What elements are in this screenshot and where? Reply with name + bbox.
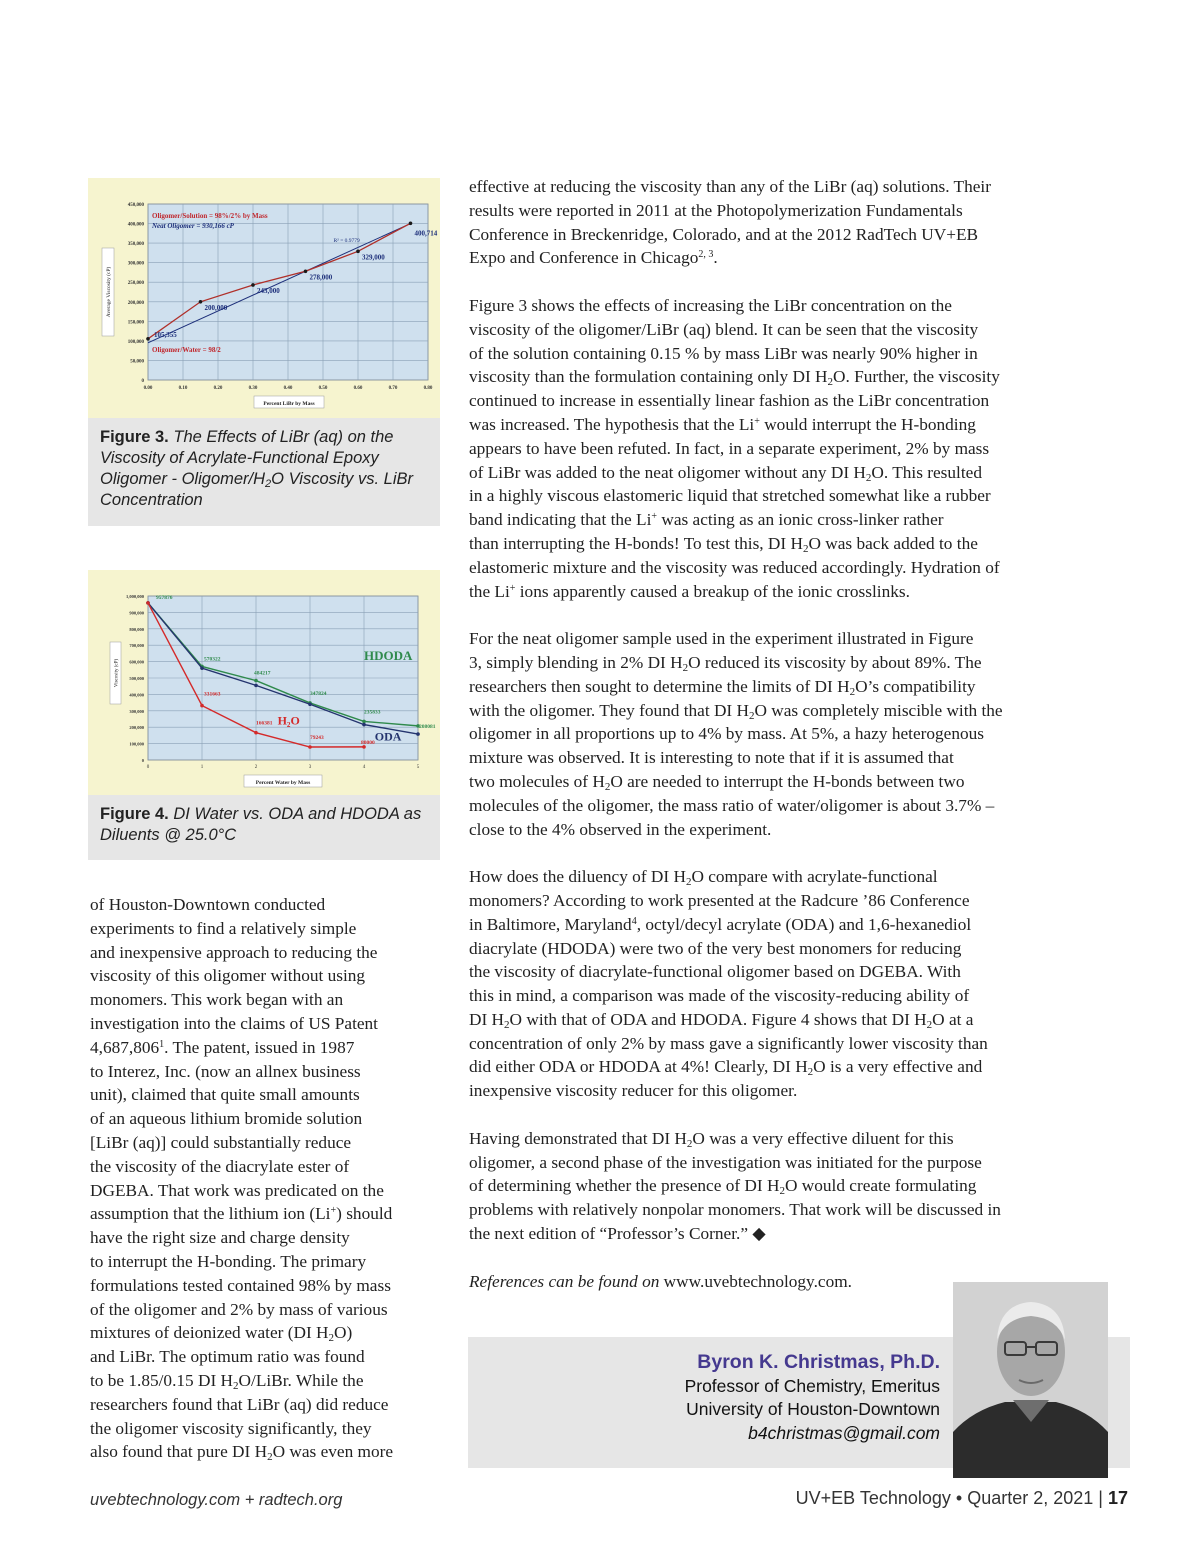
left-column-line: to Interez, Inc. (now an allnex business (90, 1061, 361, 1081)
x-tick-label: 1 (200, 765, 204, 770)
paragraph-line (469, 913, 1109, 937)
data-label: 208081 (419, 723, 436, 730)
paragraph-segment: O was completely miscible with the (754, 700, 1003, 720)
paragraph-1 (469, 175, 1109, 270)
paragraph-segment: O at a (932, 1009, 974, 1029)
x-tick-label: 0.20 (213, 386, 223, 391)
paragraph-line: monomers? According to work presented at the Radcure ’86 Conference (469, 890, 970, 910)
left-column-line: unit), claimed that quite small amounts (90, 1085, 360, 1105)
left-column-line: of an aqueous lithium bromide solution (90, 1109, 363, 1129)
left-column-line: viscosity of this oligomer without using (90, 966, 366, 986)
left-column-line: monomers. This work began with an (90, 990, 344, 1010)
paragraph-line: this in mind, a comparison was made of the viscosity-reducing ability of (469, 986, 970, 1006)
left-column-line (90, 1321, 450, 1345)
y-tick-label: 1,000,000 (126, 594, 144, 599)
paragraph-segment: 2 (802, 542, 809, 555)
y-tick-label: 100,000 (129, 741, 144, 747)
paragraph-segment: 2 (682, 661, 689, 674)
left-column-segment: O/LiBr. While the (238, 1370, 364, 1390)
data-point-oda (362, 723, 366, 727)
paragraph-line (469, 699, 1109, 723)
x-tick-label: 0 (146, 765, 150, 770)
paragraph-line: in a highly viscous elastomeric liquid that stretched somewhat like a rubber (469, 486, 991, 506)
data-label: 79243 (310, 735, 324, 742)
left-column-line: and inexpensive approach to reducing the (90, 942, 378, 962)
paragraph-segment: Having demonstrated that DI H (469, 1128, 687, 1148)
paragraph-line (469, 246, 1109, 270)
data-label: 235833 (364, 709, 381, 716)
data-point-hdoda (362, 720, 366, 724)
data-label: 329,000 (362, 253, 385, 262)
paragraph-line: continued to increase in essentially linear fashion as the LiBr concentration (469, 391, 990, 411)
paragraph-segment: How does the diluency of DI H (469, 867, 686, 887)
paragraph-line: oligomer, a second phase of the investigation was initiated for the purpose (469, 1152, 982, 1172)
y-tick-label: 200,000 (127, 300, 144, 306)
paragraph-segment: of LiBr was added to the neat oligomer without any DI H (469, 462, 866, 482)
figure-3-svg (88, 178, 440, 418)
left-column-segment: 2 (233, 1379, 239, 1392)
paragraph-line (469, 532, 1109, 556)
author-title: Professor of Chemistry, Emeritus (684, 1375, 940, 1396)
right-column (469, 175, 1109, 1293)
paragraph-segment: O’s compatibility (855, 676, 976, 696)
figure-3 (88, 178, 440, 526)
y-tick-label: 300,000 (129, 708, 144, 714)
y-axis-title: Average Viscosity (cP) (106, 266, 112, 318)
paragraph-segment: of determining whether the presence of DI H (469, 1176, 780, 1196)
paragraph-segment: two molecules of H (469, 771, 605, 791)
paragraph-line: the viscosity of diacrylate-functional oligomer based on DGEBA. With (469, 962, 961, 982)
data-point (409, 221, 413, 225)
data-label: 105,355 (154, 330, 177, 339)
y-tick-label: 700,000 (129, 643, 144, 649)
left-column-segment: . The patent, issued in 1987 (164, 1037, 355, 1057)
series-label-oda: ODA (374, 729, 402, 744)
paragraph-segment: 2 (926, 1018, 933, 1031)
paragraph-line (469, 1174, 1109, 1198)
y-tick-label: 600,000 (129, 659, 144, 665)
paragraph-line: inexpensive viscosity reducer for this oligomer. (469, 1081, 798, 1101)
data-point-h2o (308, 745, 312, 749)
data-point (304, 269, 308, 273)
left-column-segment: 2 (267, 1451, 273, 1464)
left-column-segment: O) (334, 1323, 353, 1343)
paragraph-line: viscosity of the oligomer/LiBr (aq) blend. It can be seen that the viscosity (469, 319, 979, 339)
x-tick-label: 0.40 (283, 386, 293, 391)
paragraph-segment: researchers then sought to determine the limits of DI H (469, 676, 850, 696)
paragraph-segment: viscosity than the formulation containing only DI H (469, 367, 828, 387)
x-axis-title: Percent Water by Mass (255, 780, 311, 786)
paragraph-5 (469, 1127, 1109, 1246)
paragraph-segment: 2 (685, 876, 692, 889)
paragraph-segment: Expo and Conference in Chicago (469, 248, 699, 268)
left-column-line: [LiBr (aq)] could substantially reduce (90, 1132, 352, 1152)
data-point (146, 337, 150, 341)
left-column-line: researchers found that LiBr (aq) did reduce (90, 1394, 389, 1414)
left-column-line: investigation into the claims of US Patent (90, 1013, 378, 1033)
paragraph-line: effective at reducing the viscosity than any of the LiBr (aq) solutions. Their (469, 177, 991, 196)
paragraph-segment: 4 (631, 915, 637, 927)
figure-3-chart (88, 178, 440, 418)
y-tick-label: 900,000 (129, 610, 144, 616)
figure-3-caption-b: O Viscosity vs. LiBr Concentration (100, 470, 413, 509)
paragraph-segment: 2 (504, 1018, 510, 1031)
figure-3-caption-a: The Effects of LiBr (aq) on the Viscosity of Acrylate-Functional Epoxy Oligomer - Oligomer/H (100, 428, 394, 488)
y-tick-label: 50,000 (130, 359, 144, 365)
paragraph-line: oligomer in all proportions up to 4% by mass. At 5%, a hazy heterogenous (469, 724, 984, 744)
paragraph-line: close to the 4% observed in the experiment. (469, 819, 772, 839)
data-label: 278,000 (309, 273, 333, 282)
figure-4-chart (88, 570, 440, 795)
paragraph-segment: was increased. The hypothesis that the Li (469, 414, 755, 434)
left-column-line (90, 1440, 450, 1464)
annotation-solution: Oligomer/Solution = 98%/2% by Mass (152, 212, 268, 220)
left-column-line: experiments to find a relatively simple (90, 918, 357, 938)
paragraph-line (469, 580, 1109, 604)
y-tick-label: 350,000 (127, 242, 144, 248)
paragraph-segment: the Li (469, 581, 510, 601)
left-column-line: the viscosity of the diacrylate ester of (90, 1156, 350, 1176)
left-column-segment: 4,687,806 (90, 1037, 160, 1057)
references-url[interactable]: www.uvebtechnology.com. (659, 1271, 852, 1291)
footer-issue: UV+EB Technology • Quarter 2, 2021 | (795, 1488, 1103, 1508)
left-column-segment: 1 (159, 1038, 165, 1050)
paragraph-line (469, 461, 1109, 485)
left-column-line: to interrupt the H-bonding. The primary (90, 1251, 367, 1271)
paragraph-segment: would interrupt the H-bonding (759, 414, 976, 434)
data-label: 570322 (204, 656, 221, 663)
paragraph-line: Figure 3 shows the effects of increasing the LiBr concentration on the (469, 295, 952, 315)
paragraph-line: For the neat oligomer sample used in the experiment illustrated in Figure (469, 629, 974, 649)
left-column-segment: also found that pure DI H (90, 1442, 268, 1462)
paragraph-line: diacrylate (HDODA) were two of the very best monomers for reducing (469, 938, 962, 958)
left-column-segment: assumption that the lithium ion (Li (90, 1204, 331, 1224)
series-label-h2o: H₂O (277, 713, 300, 728)
paragraph-line (469, 365, 1109, 389)
x-tick-label: 5 (416, 765, 420, 770)
author-text (685, 1351, 940, 1445)
figure-4-caption (100, 804, 430, 846)
left-column-segment: ) should (336, 1204, 393, 1224)
paragraph-3 (469, 627, 1109, 841)
paragraph-line: the next edition of “Professor’s Corner.” ◆ (469, 1224, 766, 1244)
left-column-line (90, 1036, 450, 1060)
left-column-line: formulations tested contained 98% by mass (90, 1275, 391, 1295)
data-label: 484217 (254, 670, 271, 677)
annotation-r2: R² = 0.9779 (333, 237, 360, 244)
paragraph-segment: O reduced its viscosity by about 89%. The (688, 652, 982, 672)
x-tick-label: 0.30 (248, 386, 258, 391)
left-column-line (90, 1369, 450, 1393)
paragraph-segment: 2 (748, 709, 755, 722)
y-tick-label: 200,000 (129, 725, 144, 731)
paragraph-line: molecules of the oligomer, the mass ratio of water/oligomer is about 3.7% – (469, 795, 995, 815)
author-photo (953, 1282, 1108, 1478)
y-tick-label: 250,000 (127, 281, 144, 287)
paragraph-segment: O. Further, the viscosity (833, 367, 1000, 387)
left-column-segment: O was even more (272, 1442, 394, 1462)
y-tick-label: 800,000 (129, 626, 144, 632)
figure-4-svg (88, 570, 440, 795)
paragraph-segment: 2 (865, 471, 872, 484)
left-column-segment: 2 (328, 1332, 334, 1345)
paragraph-segment: O are needed to interrupt the H-bonds between two (610, 771, 965, 791)
paragraph-segment: + (509, 582, 516, 594)
left-column-line: of the oligomer and 2% by mass of various (90, 1299, 388, 1319)
paragraph-line: appears to have been refuted. In fact, in a separate experiment, 2% by mass (469, 438, 990, 458)
data-point (251, 283, 255, 287)
data-label: 166381 (256, 720, 273, 727)
paragraph-segment: 2 (686, 1137, 693, 1150)
author-affiliation: University of Houston-Downtown (686, 1399, 940, 1419)
paragraph-line: mixture was observed. It is interesting to note that if it is assumed that (469, 748, 954, 768)
x-tick-label: 4 (362, 765, 366, 770)
data-point-oda (200, 666, 204, 670)
y-tick-label: 500,000 (129, 676, 144, 681)
paragraph-segment: O compare with acrylate-functional (691, 867, 938, 887)
paragraph-segment: O was a very effective diluent for this (692, 1128, 954, 1148)
x-tick-label: 0.10 (178, 386, 188, 391)
paragraph-segment: ions apparently caused a breakup of the ionic crosslinks. (515, 581, 910, 601)
paragraph-line: of the solution containing 0.15 % by mass LiBr was nearly 90% higher in (469, 343, 978, 363)
y-tick-label: 400,000 (127, 222, 144, 228)
paragraph-line (469, 1055, 1109, 1079)
paragraph-segment: O is a very effective and (813, 1057, 983, 1077)
paragraph-segment: did either ODA or HDODA at 4%! Clearly, DI H (469, 1057, 808, 1077)
y-tick-label: 0 (141, 758, 144, 763)
page-number: 17 (1107, 1488, 1128, 1508)
annotation-neat: Neat Oligomer = 930,166 cP (152, 222, 234, 230)
references-text: References can be found on (469, 1271, 660, 1291)
x-tick-label: 2 (254, 765, 258, 770)
left-column-line: and LiBr. The optimum ratio was found (90, 1347, 365, 1367)
data-point-hdoda (254, 679, 258, 683)
data-label: 80000 (361, 739, 375, 746)
paragraph-line (469, 770, 1109, 794)
paragraph-line (469, 651, 1109, 675)
data-point-oda (308, 702, 312, 706)
left-column-line: the oligomer viscosity significantly, they (90, 1418, 372, 1438)
paragraph-segment: in Baltimore, Maryland (469, 914, 632, 934)
paragraph-line (469, 675, 1109, 699)
x-tick-label: 3 (308, 765, 312, 770)
paragraph-segment: + (754, 415, 760, 427)
author-name: Byron K. Christmas, Ph.D. (697, 1351, 940, 1373)
paragraph-line (469, 508, 1109, 532)
data-point-h2o (200, 704, 204, 708)
paragraph-segment: band indicating that the Li (469, 510, 652, 530)
paragraph-2 (469, 294, 1109, 603)
data-label: 957876 (156, 594, 173, 601)
figure-3-label: Figure 3. (100, 428, 169, 446)
paragraph-segment: DI H (469, 1009, 505, 1029)
paragraph-line: results were reported in 2011 at the Photopolymerization Fundamentals (469, 200, 963, 220)
series-label-hdoda: HDODA (364, 647, 413, 663)
paragraph-line: Conference in Breckenridge, Colorado, and at the 2012 RadTech UV+EB (469, 224, 979, 244)
paragraph-line (469, 413, 1109, 437)
paragraph-line (469, 1127, 1109, 1151)
data-point-oda (416, 732, 420, 736)
footer-publication (796, 1488, 1128, 1509)
paragraph-segment: + (651, 511, 658, 523)
x-tick-label: 0.00 (143, 386, 153, 391)
data-label: 243,000 (257, 286, 280, 295)
paragraph-line (469, 1008, 1109, 1032)
data-point (199, 300, 203, 304)
x-tick-label: 0.70 (388, 386, 398, 391)
data-point-h2o (254, 731, 258, 735)
paragraph-segment: 2 (849, 685, 856, 698)
author-portrait-image (953, 1282, 1108, 1478)
left-column-line (90, 1202, 450, 1226)
figure-4-caption-text: DI Water vs. ODA and HDODA as Diluents @ 25.0°C (100, 805, 422, 844)
author-email[interactable]: b4christmas@gmail.com (748, 1422, 940, 1443)
left-column-line: DGEBA. That work was predicated on the (90, 1180, 384, 1200)
left-column-segment: to be 1.85/0.15 DI H (90, 1370, 234, 1390)
figure-3-caption-sub: 2 (265, 478, 272, 490)
left-column-line: of Houston-Downtown conducted (90, 895, 326, 914)
y-tick-label: 0 (141, 379, 144, 384)
x-tick-label: 0.80 (423, 386, 433, 391)
footer-websites: uvebtechnology.com + radtech.org (90, 1491, 343, 1509)
paragraph-line: problems with relatively nonpolar monomers. That work will be discussed in (469, 1200, 1001, 1220)
data-label: 331663 (204, 691, 221, 698)
data-label: 400,714 (414, 229, 438, 238)
paragraph-segment: . (713, 248, 718, 268)
data-point-h2o (146, 601, 150, 605)
paragraph-segment: 2 (827, 376, 834, 389)
left-column-line: have the right size and charge density (90, 1228, 350, 1248)
x-tick-label: 0.60 (353, 386, 363, 391)
paragraph-segment: , octyl/decyl acrylate (ODA) and 1,6-hexanediol (636, 914, 972, 934)
paragraph-segment: 2, 3 (698, 249, 714, 261)
y-tick-label: 150,000 (127, 320, 144, 326)
paragraph-segment: 2 (779, 1185, 785, 1198)
paragraph-segment: O would create formulating (784, 1176, 977, 1196)
y-axis-title: Viscosity (cP) (114, 658, 120, 688)
paragraph-segment: 2 (604, 780, 611, 793)
left-column-segment: + (330, 1205, 337, 1217)
left-column-segment: mixtures of deionized water (DI H (90, 1323, 329, 1343)
data-label: 347824 (310, 690, 327, 697)
y-tick-label: 400,000 (129, 692, 144, 698)
y-tick-label: 450,000 (127, 203, 144, 208)
paragraph-segment: than interrupting the H-bonds! To test this, DI H (469, 533, 803, 553)
left-column (90, 893, 450, 1464)
figure-4-label: Figure 4. (100, 805, 169, 823)
paragraph-line: elastomeric mixture and the viscosity was reduced accordingly. Hydration of (469, 557, 1000, 577)
figure-3-caption (100, 427, 430, 511)
paragraph-line: concentration of only 2% by mass gave a significantly lower viscosity than (469, 1033, 988, 1053)
paragraph-segment: was acting as an ionic cross-linker rather (657, 510, 944, 530)
paragraph-4 (469, 865, 1109, 1103)
paragraph-segment: 3, simply blending in 2% DI H (469, 652, 683, 672)
paragraph-line (469, 865, 1109, 889)
figure-4 (88, 570, 440, 860)
paragraph-segment: O. This resulted (871, 462, 982, 482)
annotation-water: Oligomer/Water = 98/2 (152, 345, 221, 354)
data-label: 200,000 (204, 303, 228, 312)
paragraph-segment: O with that of ODA and HDODA. Figure 4 shows that DI H (509, 1009, 927, 1029)
x-tick-label: 0.50 (318, 386, 328, 391)
paragraph-segment: O was back added to the (808, 533, 978, 553)
data-point-oda (254, 684, 258, 688)
x-axis-title: Percent LiBr by Mass (263, 401, 315, 407)
y-tick-label: 100,000 (127, 339, 144, 345)
y-tick-label: 300,000 (127, 261, 144, 267)
paragraph-segment: 2 (807, 1066, 814, 1079)
paragraph-segment: with the oligomer. They found that DI H (469, 700, 749, 720)
data-point (356, 250, 360, 254)
